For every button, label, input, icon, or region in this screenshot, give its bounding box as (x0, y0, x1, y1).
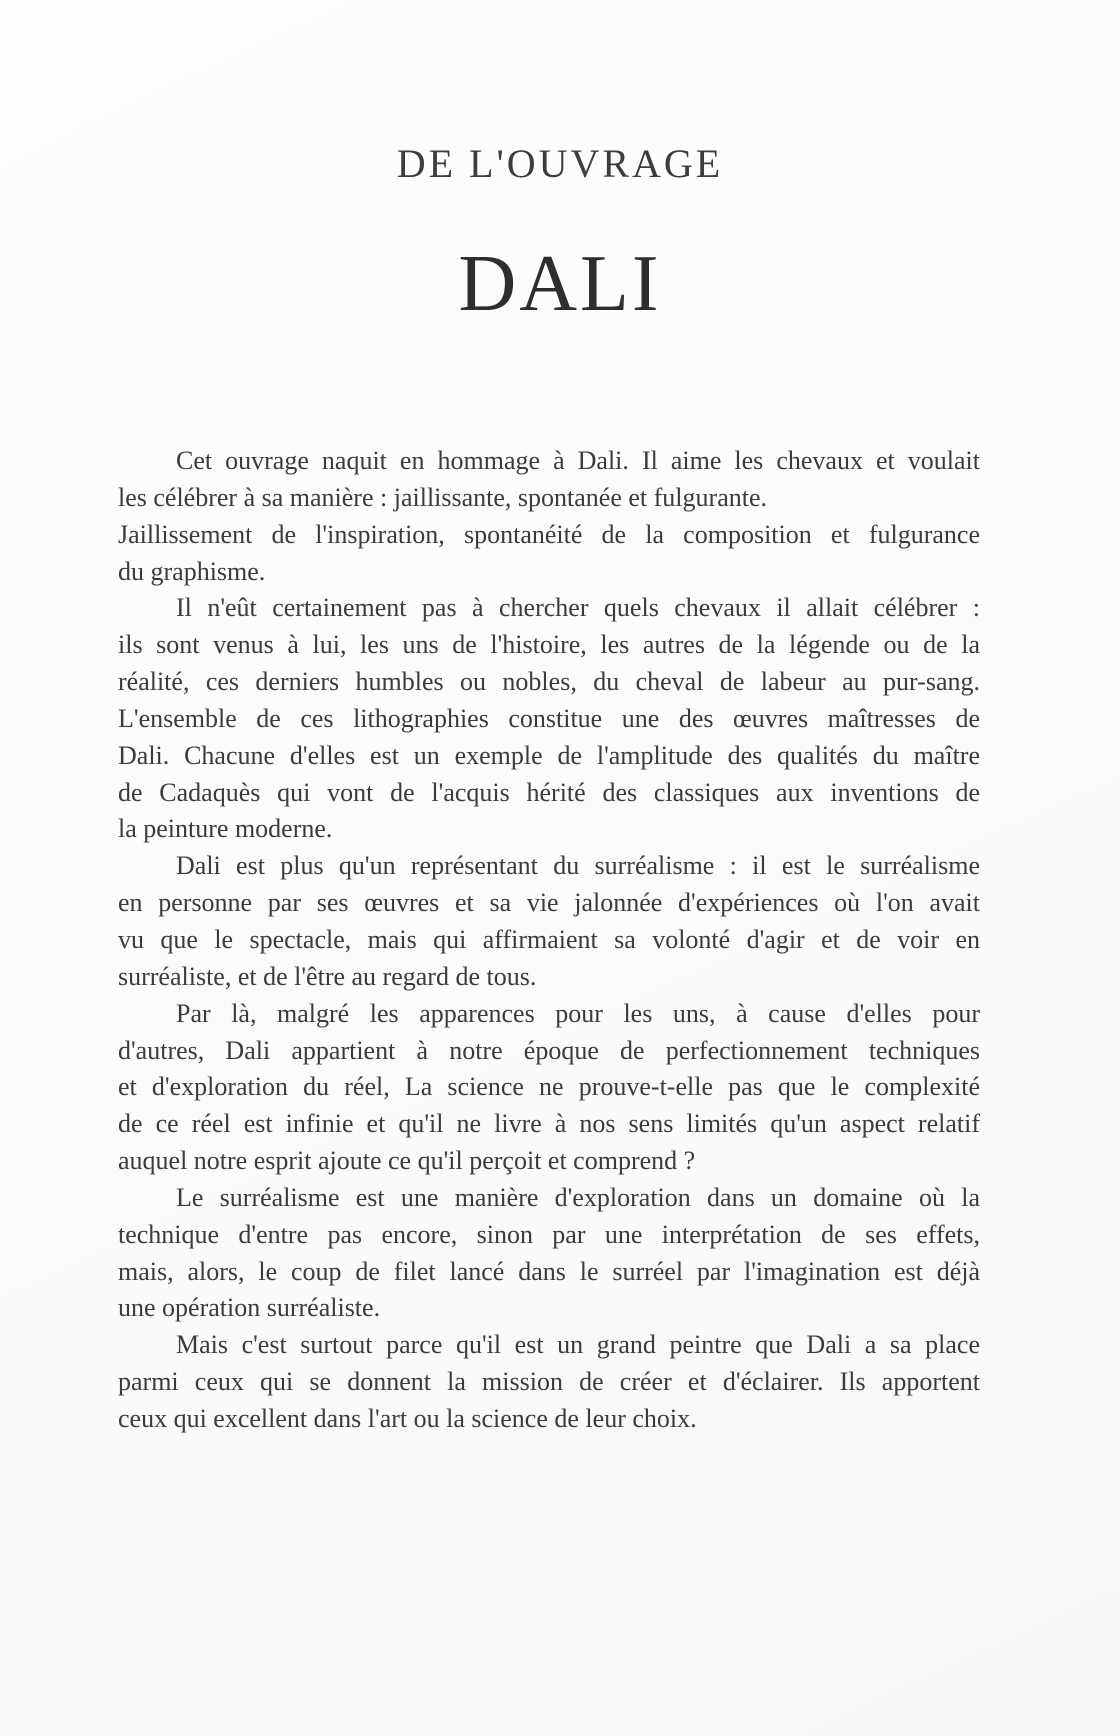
section-kicker: DE L'OUVRAGE (396, 141, 724, 186)
text-line: en personne par ses œuvres et sa vie jalonnée d'expériences où l'on avait (118, 888, 980, 918)
text-line: de Cadaquès qui vont de l'acquis hérité des classiques aux inventions de (118, 777, 980, 807)
text-line: réalité, ces derniers humbles ou nobles, du cheval de labeur au pur-sang. (118, 667, 980, 697)
text-line: d'autres, Dali appartient à notre époque de perfectionnement techniques (118, 1035, 980, 1065)
page-title: DALI (458, 240, 662, 328)
paragraph (118, 1327, 980, 1438)
text-line: auquel notre esprit ajoute ce qu'il perçoit et comprend ? (118, 1146, 696, 1176)
text-line: Par là, malgré les apparences pour les uns, à cause d'elles pour (176, 998, 980, 1028)
text-line: mais, alors, le coup de filet lancé dans le surréel par l'imagination est déjà (118, 1256, 980, 1286)
text-line: ils sont venus à lui, les uns de l'histoire, les autres de la légende ou de la (118, 630, 980, 660)
text-line: Cet ouvrage naquit en hommage à Dali. Il aime les chevaux et voulait (176, 446, 980, 475)
text-line: Mais c'est surtout parce qu'il est un grand peintre que Dali a sa place (176, 1330, 980, 1360)
text-line: une opération surréaliste. (118, 1293, 381, 1323)
paragraph (118, 517, 980, 591)
text-line: et d'exploration du réel, La science ne prouve-t-elle pas que le complexité (118, 1072, 980, 1102)
text-line: technique d'entre pas encore, sinon par une interprétation de ses effets, (118, 1219, 980, 1249)
text-line: les célébrer à sa manière : jaillissante, spontanée et fulgurante. (118, 482, 767, 512)
text-line: Le surréalisme est une manière d'exploration dans un domaine où la (176, 1182, 980, 1212)
text-line: surréaliste, et de l'être au regard de tous. (118, 961, 537, 991)
paragraph (118, 590, 980, 848)
text-line: de ce réel est infinie et qu'il ne livre à nos sens limités qu'un aspect relatif (118, 1109, 980, 1139)
text-line: Dali est plus qu'un représentant du surréalisme : il est le surréalisme (176, 851, 980, 881)
paragraph (118, 996, 980, 1180)
paragraph (118, 848, 980, 995)
paragraph (118, 443, 980, 517)
text-line: vu que le spectacle, mais qui affirmaient sa volonté d'agir et de voir en (118, 924, 980, 954)
text-line: du graphisme. (118, 556, 266, 586)
text-line: L'ensemble de ces lithographies constitue une des œuvres maîtresses de (118, 703, 980, 733)
text-line: parmi ceux qui se donnent la mission de créer et d'éclairer. Ils apportent (118, 1367, 980, 1397)
text-line: Jaillissement de l'inspiration, spontanéité de la composition et fulgurance (118, 519, 980, 549)
text-line: Il n'eût certainement pas à chercher quels chevaux il allait célébrer : (176, 593, 980, 623)
text-line: la peinture moderne. (118, 814, 333, 844)
body-text (118, 443, 980, 1438)
paragraph (118, 1180, 980, 1327)
text-line: ceux qui excellent dans l'art ou la science de leur choix. (118, 1403, 697, 1433)
page-header (0, 141, 1120, 328)
text-line: Dali. Chacune d'elles est un exemple de l'amplitude des qualités du maître (118, 740, 980, 770)
